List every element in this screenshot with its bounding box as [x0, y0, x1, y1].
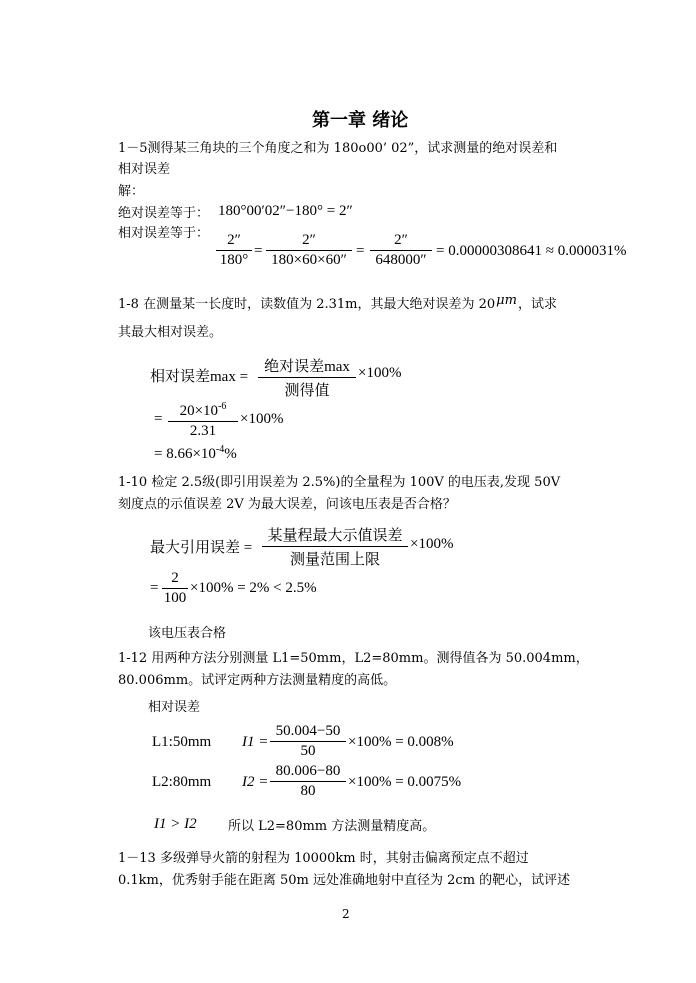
- fraction-20e-6-times: ×100%: [240, 411, 284, 427]
- fraction-20e-6: [168, 401, 238, 440]
- relative-error-max-lhs: 相对误差max =: [150, 369, 249, 385]
- equals-sign-2: =: [356, 243, 365, 259]
- result-percent: %: [224, 446, 237, 462]
- page-number: 2: [342, 907, 350, 921]
- i2-numerator: 80.006−80: [270, 763, 346, 782]
- i1-numerator: 50.004−50: [270, 723, 346, 742]
- fraction-2: [266, 232, 352, 269]
- i1-denominator: 50: [300, 743, 316, 759]
- problem-1-12-text-line1: 1-12 用两种方法分别测量 L1=50mm，L2=80mm。测得值各为 50.004mm，: [118, 651, 589, 666]
- problem-1-8-text-line2: 其最大相对误差。: [118, 325, 223, 340]
- fraction-2-over-100-denominator: 100: [163, 590, 187, 606]
- max-reference-error-times: ×100%: [410, 536, 454, 552]
- fraction-2-over-100: [162, 570, 188, 607]
- result-exponent: -4: [215, 444, 225, 455]
- i2-denominator: 80: [300, 783, 316, 799]
- i1-result: ×100% = 0.008%: [348, 734, 454, 750]
- relative-error-label: 相对误差等于：: [118, 226, 210, 241]
- max-reference-error-result: ×100% = 2% < 2.5%: [190, 580, 317, 596]
- equals-sign-4: =: [150, 580, 159, 596]
- problem-1-10-text-line2: 刻度点的示值误差 2V 为最大误差，问该电压表是否合格？: [118, 497, 456, 512]
- micrometer-unit: μm: [496, 293, 517, 308]
- l1-label: L1:50mm: [152, 734, 212, 750]
- result-base: = 8.66×10: [154, 446, 216, 462]
- fraction-1-denominator: 180°: [219, 252, 249, 268]
- relative-error-result: = 0.00000308641 ≈ 0.000031%: [436, 243, 627, 259]
- i1-lhs: I1 =: [242, 734, 269, 750]
- fraction-20e-6-numerator: [168, 401, 238, 422]
- method-precision-conclusion: 所以 L2=80mm 方法测量精度高。: [228, 819, 436, 834]
- absolute-error-label: 绝对误差等于：: [118, 206, 210, 221]
- fraction-3-numerator: 2″: [370, 232, 432, 251]
- problem-1-5-text-line2: 相对误差: [118, 162, 171, 177]
- problem-1-10-text-line1: 1-10 检定 2.5级(即引用误差为 2.5%)的全量程为 100V 的电压表,发现 50V: [118, 475, 561, 490]
- problem-1-8-text-a: 1-8 在测量某一长度时，读数值为 2.31m，其最大绝对误差为 20: [118, 297, 496, 312]
- i2-fraction: [270, 763, 346, 800]
- solution-label: 解：: [118, 184, 145, 199]
- problem-1-13-text-line1: 1－13 多级弹导火箭的射程为 10000km 时，其射击偏离预定点不超过: [118, 851, 529, 866]
- max-reference-error-numerator: 某量程最大示值误差: [262, 524, 408, 547]
- i2-result: ×100% = 0.0075%: [348, 774, 462, 790]
- i2-lhs: I2 =: [242, 774, 269, 790]
- equals-sign-1: =: [254, 243, 263, 259]
- relative-error-max-times: ×100%: [358, 365, 402, 381]
- equals-sign-3: =: [154, 411, 163, 427]
- fraction-20e-6-base: 20×10: [179, 403, 219, 419]
- max-reference-error-denominator: 测量范围上限: [289, 552, 380, 568]
- voltmeter-conclusion: 该电压表合格: [148, 626, 227, 641]
- problem-1-8-text-b: ，试求: [517, 297, 557, 312]
- absolute-error-expression: 180°00′02″−180° = 2″: [218, 203, 353, 219]
- relative-error-max-denominator: 测得值: [284, 383, 330, 399]
- fraction-20e-6-exponent: -6: [218, 401, 227, 412]
- fraction-2-numerator: 2″: [266, 232, 352, 251]
- problem-1-12-text-line2: 80.006mm。试评定两种方法测量精度的高低。: [118, 673, 397, 688]
- i1-greater-than-i2: I1 > I2: [154, 816, 197, 832]
- relative-error-max-result: [154, 444, 237, 463]
- fraction-1-numerator: 2″: [216, 232, 252, 251]
- fraction-1: [216, 232, 252, 269]
- problem-1-13-text-line2: 0.1km，优秀射手能在距离 50m 远处准确地射中直径为 2cm 的靶心，试评述: [118, 873, 571, 888]
- i1-fraction: [270, 723, 346, 760]
- problem-1-5-text-line1: 1－5测得某三角块的三个角度之和为 180o00’ 02”，试求测量的绝对误差和: [118, 141, 558, 156]
- max-reference-error-fraction: [262, 524, 408, 569]
- fraction-20e-6-denominator: 2.31: [189, 423, 217, 439]
- fraction-3: [370, 232, 432, 269]
- fraction-2-denominator: 180×60×60″: [271, 252, 347, 268]
- relative-error-heading: 相对误差: [148, 700, 201, 715]
- page-title: 第一章 绪论: [312, 110, 409, 131]
- l2-label: L2:80mm: [152, 774, 212, 790]
- relative-error-max-numerator: 绝对误差max: [258, 355, 356, 378]
- problem-1-8-text-line1: [118, 293, 557, 314]
- fraction-2-over-100-numerator: 2: [162, 570, 188, 589]
- max-reference-error-lhs: 最大引用误差 =: [150, 540, 253, 556]
- fraction-3-denominator: 648000″: [375, 252, 427, 268]
- relative-error-max-fraction: [258, 355, 356, 400]
